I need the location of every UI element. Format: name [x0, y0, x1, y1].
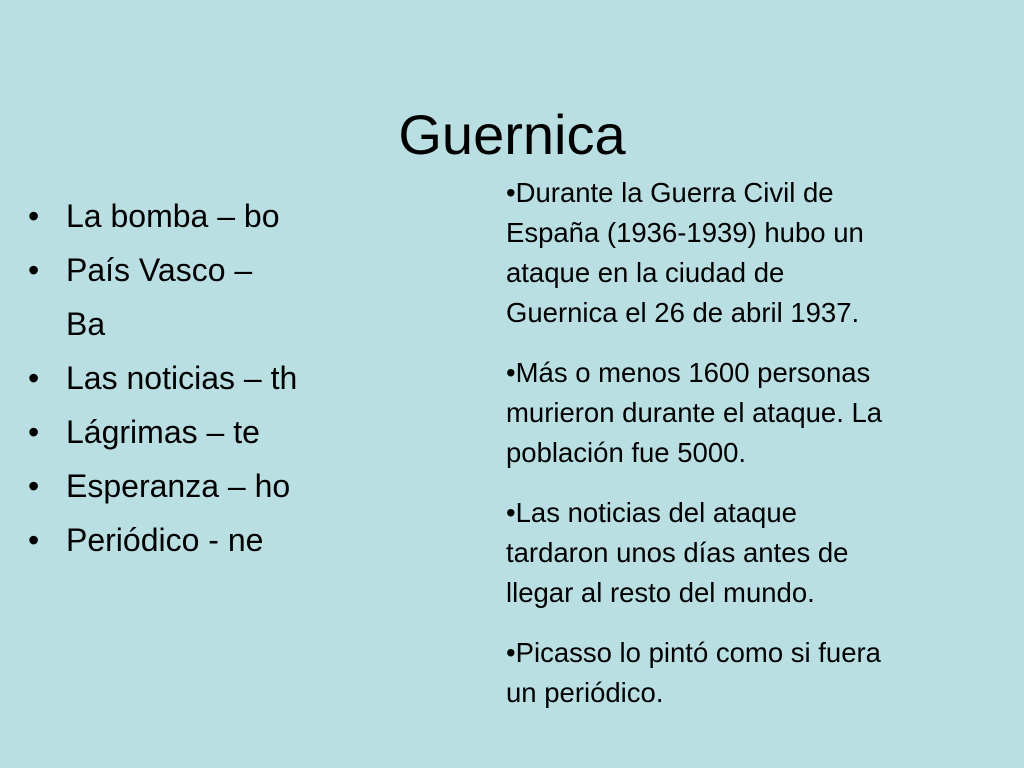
history-text-box — [506, 173, 1006, 733]
paragraph — [506, 173, 1006, 333]
bullet-icon: • — [28, 252, 40, 288]
list-item-text: Las noticias – th — [66, 360, 298, 396]
list-item-text: La bomba – bo — [66, 198, 280, 234]
paragraph — [506, 353, 1006, 473]
list-item-text: País Vasco – — [66, 252, 253, 288]
list-item — [28, 190, 299, 242]
list-item — [28, 514, 284, 566]
list-item — [28, 460, 316, 512]
text-line: Guernica el 26 de abril 1937. — [506, 297, 860, 328]
text-line: un periódico. — [506, 677, 664, 708]
bullet-icon: • — [28, 522, 40, 558]
text-line: •Más o menos 1600 personas — [506, 357, 871, 388]
list-item-text: Esperanza – ho — [66, 468, 291, 504]
paragraph — [506, 633, 1006, 713]
paragraph — [506, 493, 1006, 613]
list-item — [28, 244, 288, 296]
text-line: población fue 5000. — [506, 437, 747, 468]
list-item-text: Lágrimas – te — [66, 414, 260, 450]
list-item-continuation — [66, 298, 138, 350]
vocabulary-list — [0, 190, 380, 570]
bullet-icon: • — [28, 468, 40, 504]
text-line: •Durante la Guerra Civil de — [506, 177, 834, 208]
text-line: •Picasso lo pintó como si fuera — [506, 637, 881, 668]
list-item — [28, 352, 332, 404]
text-line: tardaron unos días antes de — [506, 537, 849, 568]
bullet-icon: • — [28, 414, 40, 450]
text-line: •Las noticias del ataque — [506, 497, 797, 528]
list-item — [28, 406, 290, 458]
list-item-text: Ba — [66, 306, 106, 342]
text-line: España (1936-1939) hubo un — [506, 217, 864, 248]
text-line: llegar al resto del mundo. — [506, 577, 815, 608]
text-line: murieron durante el ataque. La — [506, 397, 883, 428]
slide-title: Guernica — [398, 102, 626, 166]
bullet-icon: • — [28, 198, 40, 234]
bullet-icon: • — [28, 360, 40, 396]
list-item-text: Periódico - ne — [66, 522, 264, 558]
text-line: ataque en la ciudad de — [506, 257, 785, 288]
